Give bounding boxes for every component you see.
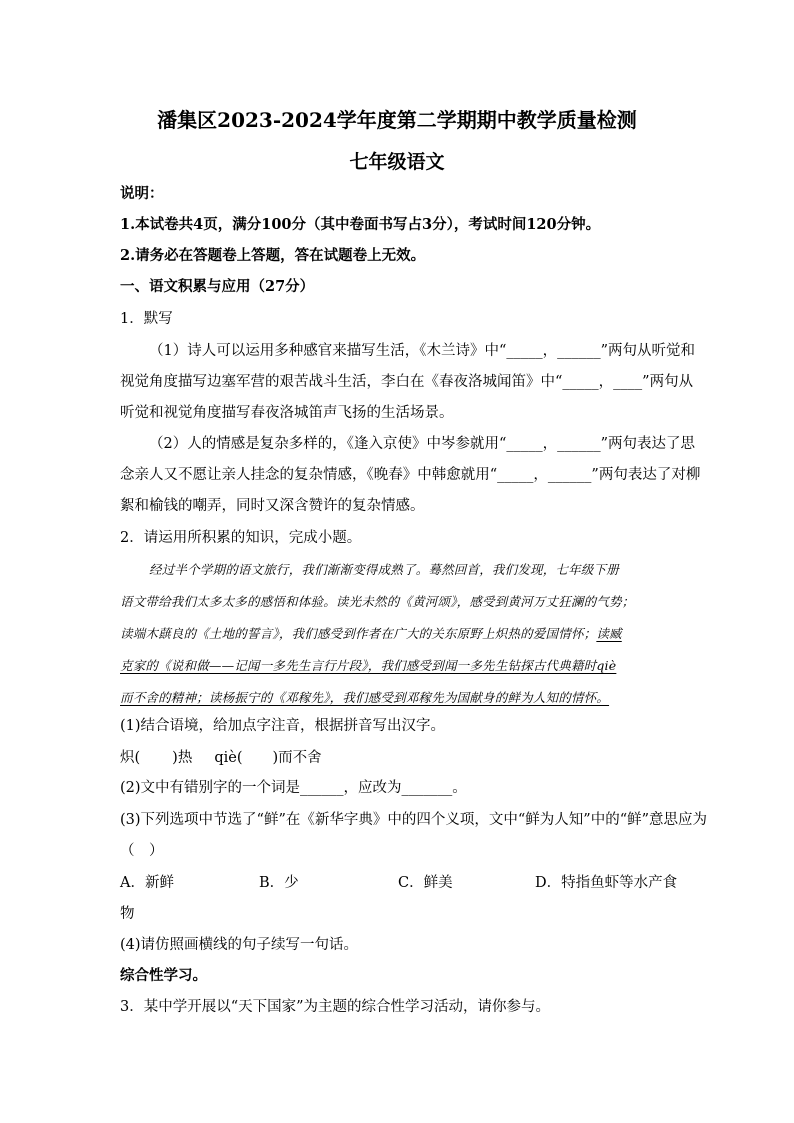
q3-text: 3．某中学开展以“天下国家”为主题的综合性学习活动，请你参与。 — [120, 999, 551, 1015]
q1-part2-line3: 絮和榆钱的嘲弄，同时又深含赞许的复杂情感。 — [120, 498, 425, 514]
notes-heading: 说明： — [120, 185, 164, 202]
blank-qie: qiè( — [214, 750, 243, 766]
passage-line-3 — [120, 624, 622, 644]
exam-title: 潘集区2023-2024学年度第二学期期中教学质量检测 — [157, 108, 637, 132]
option-b: B．少 — [259, 875, 299, 891]
notes-item-2: 2.请务必在答题卷上答题，答在试题卷上无效。 — [120, 247, 426, 264]
q2-label: 2．请运用所积累的知识，完成小题。 — [120, 530, 362, 546]
passage-line-2: 语文带给我们太多太多的感悟和体验。读光未然的《黄河颂》，感受到黄河万丈狂澜的气势； — [120, 594, 635, 609]
option-a: A．新鲜 — [120, 875, 174, 891]
q1-part1-line1: （1）诗人可以运用多种感官来描写生活，《木兰诗》中“_____，______”两句从听觉和 — [149, 343, 696, 359]
passage-line-3-underlined: 读臧 — [596, 626, 622, 641]
blank-chi: 炽( — [120, 750, 141, 766]
passage-line-1: 经过半个学期的语文旅行，我们渐渐变得成熟了。蓦然回首，我们发现，七年级下册 — [149, 562, 619, 577]
q1-part2-line1: （2）人的情感是复杂多样的，《逢入京使》中岑参就用“_____，______”两句表达了思 — [149, 436, 696, 452]
option-c: C．鲜美 — [398, 875, 453, 891]
q1-part1-line2: 视觉角度描写边塞军营的艰苦战斗生活，李白在《春夜洛城闻笛》中“_____，____”两句从 — [120, 374, 694, 390]
q1-part2-line2: 念亲人又不愿让亲人挂念的复杂情感，《晚春》中韩愈就用“_____，______”两句表达了对柳 — [120, 467, 701, 483]
q2-sub1: (1)结合语境，给加点字注音，根据拼音写出汉字。 — [120, 718, 446, 734]
blank-qie-end: )而不舍 — [272, 750, 322, 766]
q2-sub4: (4)请仿照画横线的句子续写一句话。 — [120, 937, 359, 953]
q2-sub3-line1: (3)下列选项中节选了“鲜”在《新华字典》中的四个义项，文中“鲜为人知”中的“鲜”意思应为 — [120, 812, 708, 828]
q1-part1-line3: 听觉和视觉角度描写春夜洛城笛声飞扬的生活场景。 — [120, 405, 454, 421]
passage-line-3-text: 读端木蕻良的《土地的誓言》，我们感受到作者在广大的关东原野上炽热的爱国情怀； — [120, 626, 597, 641]
passage-line-4-underlined: 克家的《说和做——记闻一多先生言行片段》，我们感受到闻一多先生钻探古代典籍时qiè — [120, 658, 617, 673]
notes-item-1: 1.本试卷共4页，满分100分（其中卷面书写占3分），考试时间120分钟。 — [120, 216, 601, 233]
section-2-heading: 综合性学习。 — [120, 967, 207, 984]
q2-sub2: (2)文中有错别字的一个词是______，应改为_______。 — [120, 780, 467, 796]
option-d: D．特指鱼虾等水产食 — [535, 875, 678, 891]
section-1-heading: 一、语文积累与应用（27分） — [120, 278, 315, 295]
exam-subtitle: 七年级语文 — [349, 151, 445, 173]
blank-chi-end: )热 — [172, 750, 193, 766]
q2-sub1-blanks — [120, 748, 322, 768]
option-d-continued: 物 — [120, 906, 135, 922]
q2-sub3-answer-bracket: （ ） — [120, 843, 164, 859]
q1-label: 1．默写 — [120, 311, 173, 327]
passage-line-5-underlined: 而不舍的精神；读杨振宁的《邓稼先》，我们感受到邓稼先为国献身的鲜为人知的情怀。 — [120, 690, 610, 705]
